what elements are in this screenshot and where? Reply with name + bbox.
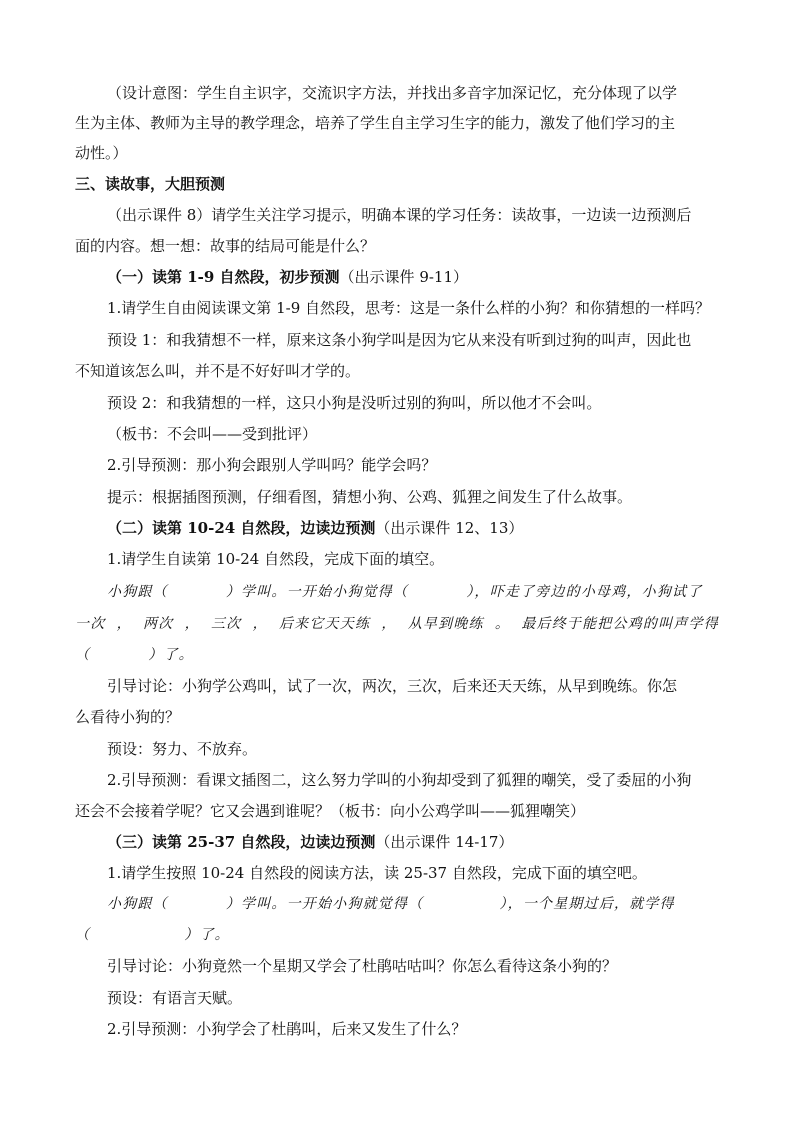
part-2-discussion-line-1: 引导讨论：小狗学公鸡叫，试了一次，两次，三次，后来还天天练，从早到晚练。你怎 (107, 677, 678, 695)
part-1-preset-2: 预设 2：和我猜想的一样，这只小狗是没听过别的狗叫，所以他才不会叫。 (107, 394, 602, 412)
part-2-question-2-line-1: 2.引导预测：看课文插图二，这么努力学叫的小狗却受到了狐狸的嘲笑，受了委屈的小狗 (107, 771, 692, 789)
fill-word: 两次 (142, 616, 174, 632)
part-2-question-2-line-2: 还会不会接着学呢？它又会遇到谁呢？（板书：向小公鸡学叫——狐狸嘲笑） (75, 802, 586, 820)
part-1-preset-1-line-2: 不知道该怎么叫，并不是不好好叫才学的。 (75, 362, 361, 380)
section-3-intro-line-2: 面的内容。想一想：故事的结局可能是什么？ (75, 237, 376, 255)
part-3-heading-title: （三）读第 25-37 自然段，边读边预测 (107, 833, 376, 851)
section-3-intro-line-1: （出示课件 8）请学生关注学习提示，明确本课的学习任务：读故事，一边读一边预测后 (107, 206, 692, 224)
fill-text: （ (75, 647, 91, 663)
fill-text: ）学叫。一开始小狗就觉得（ (225, 896, 424, 912)
part-1-preset-1-line-1: 预设 1：和我猜想不一样，原来这条小狗学叫是因为它从来没有听到过狗的叫声，因此也 (107, 331, 692, 349)
fill-word: ， (116, 616, 132, 632)
fill-word: 后来它天天练 (278, 616, 371, 632)
fill-text: ）了。 (148, 647, 194, 663)
fill-word: ， (252, 616, 268, 632)
fill-word: ， (381, 616, 397, 632)
section-3-heading: 三、读故事，大胆预测 (75, 175, 226, 193)
design-note-line-2: 生为主体、教师为主导的教学理念，培养了学生自主学习生字的能力，激发了他们学习的主 (75, 114, 676, 132)
part-1-heading-courseware: （出示课件 9-11） (339, 268, 469, 286)
part-1-hint: 提示：根据插图预测，仔细看图，猜想小狗、公鸡、狐狸之间发生了什么故事。 (107, 488, 633, 506)
fill-text: ），一个星期过后，就学得 (499, 896, 675, 912)
part-1-board-note: （板书：不会叫——受到批评） (107, 425, 318, 443)
part-1-question-1: 1.请学生自由阅读课文第 1-9 自然段，思考：这是一条什么样的小狗？和你猜想的一样吗？ (107, 299, 711, 317)
fill-text: 小狗跟（ (107, 896, 168, 912)
fill-word: 最后终于能把公鸡的叫声学得 (521, 616, 719, 632)
fill-word: 三次 (210, 616, 242, 632)
fill-text: 小狗跟（ (107, 584, 168, 600)
part-1-heading-title: （一）读第 1-9 自然段，初步预测 (107, 268, 340, 286)
part-2-heading (107, 518, 523, 538)
part-3-question-2: 2.引导预测：小狗学会了杜鹃叫，后来又发生了什么？ (107, 1020, 467, 1038)
part-3-heading (107, 832, 513, 852)
part-3-fill-line-1 (107, 894, 675, 914)
design-note-line-1: （设计意图：学生自主识字，交流识字方法，并找出多音字加深记忆，充分体现了以学 (107, 84, 678, 102)
fill-word: ， (184, 616, 200, 632)
fill-word: 从早到晚练 (407, 616, 484, 632)
part-2-fill-line-2 (75, 614, 719, 634)
part-1-question-2: 2.引导预测：那小狗会跟别人学叫吗？能学会吗？ (107, 456, 437, 474)
fill-word: 。 (494, 616, 511, 632)
part-2-fill-line-1 (107, 582, 702, 602)
part-2-heading-title: （二）读第 10-24 自然段，边读边预测 (107, 519, 376, 537)
design-note-line-3: 动性。） (75, 144, 128, 162)
fill-text: ），吓走了旁边的小母鸡，小狗试了 (466, 584, 703, 600)
fill-text: （ (75, 927, 91, 943)
fill-text: ）学叫。一开始小狗觉得（ (225, 584, 409, 600)
part-3-question-1: 1.请学生按照 10-24 自然段的阅读方法，读 25-37 自然段，完成下面的填空吧。 (107, 864, 647, 882)
part-3-fill-line-2 (75, 925, 230, 945)
part-2-question-1: 1.请学生自读第 10-24 自然段，完成下面的填空。 (107, 550, 445, 568)
part-3-discussion: 引导讨论：小狗竟然一个星期又学会了杜鹃咕咕叫？你怎么看待这条小狗的？ (107, 957, 618, 975)
part-2-discussion-line-2: 么看待小狗的？ (75, 708, 181, 726)
part-1-heading (107, 267, 468, 287)
fill-word: 一次 (75, 616, 106, 632)
part-2-heading-courseware: （出示课件 12、13） (375, 519, 524, 537)
part-3-heading-courseware: （出示课件 14-17） (375, 833, 514, 851)
part-2-preset: 预设：努力、不放弃。 (107, 740, 258, 758)
part-2-fill-line-3 (75, 645, 194, 665)
part-3-preset: 预设：有语言天赋。 (107, 989, 243, 1007)
fill-text: ）了。 (184, 927, 230, 943)
